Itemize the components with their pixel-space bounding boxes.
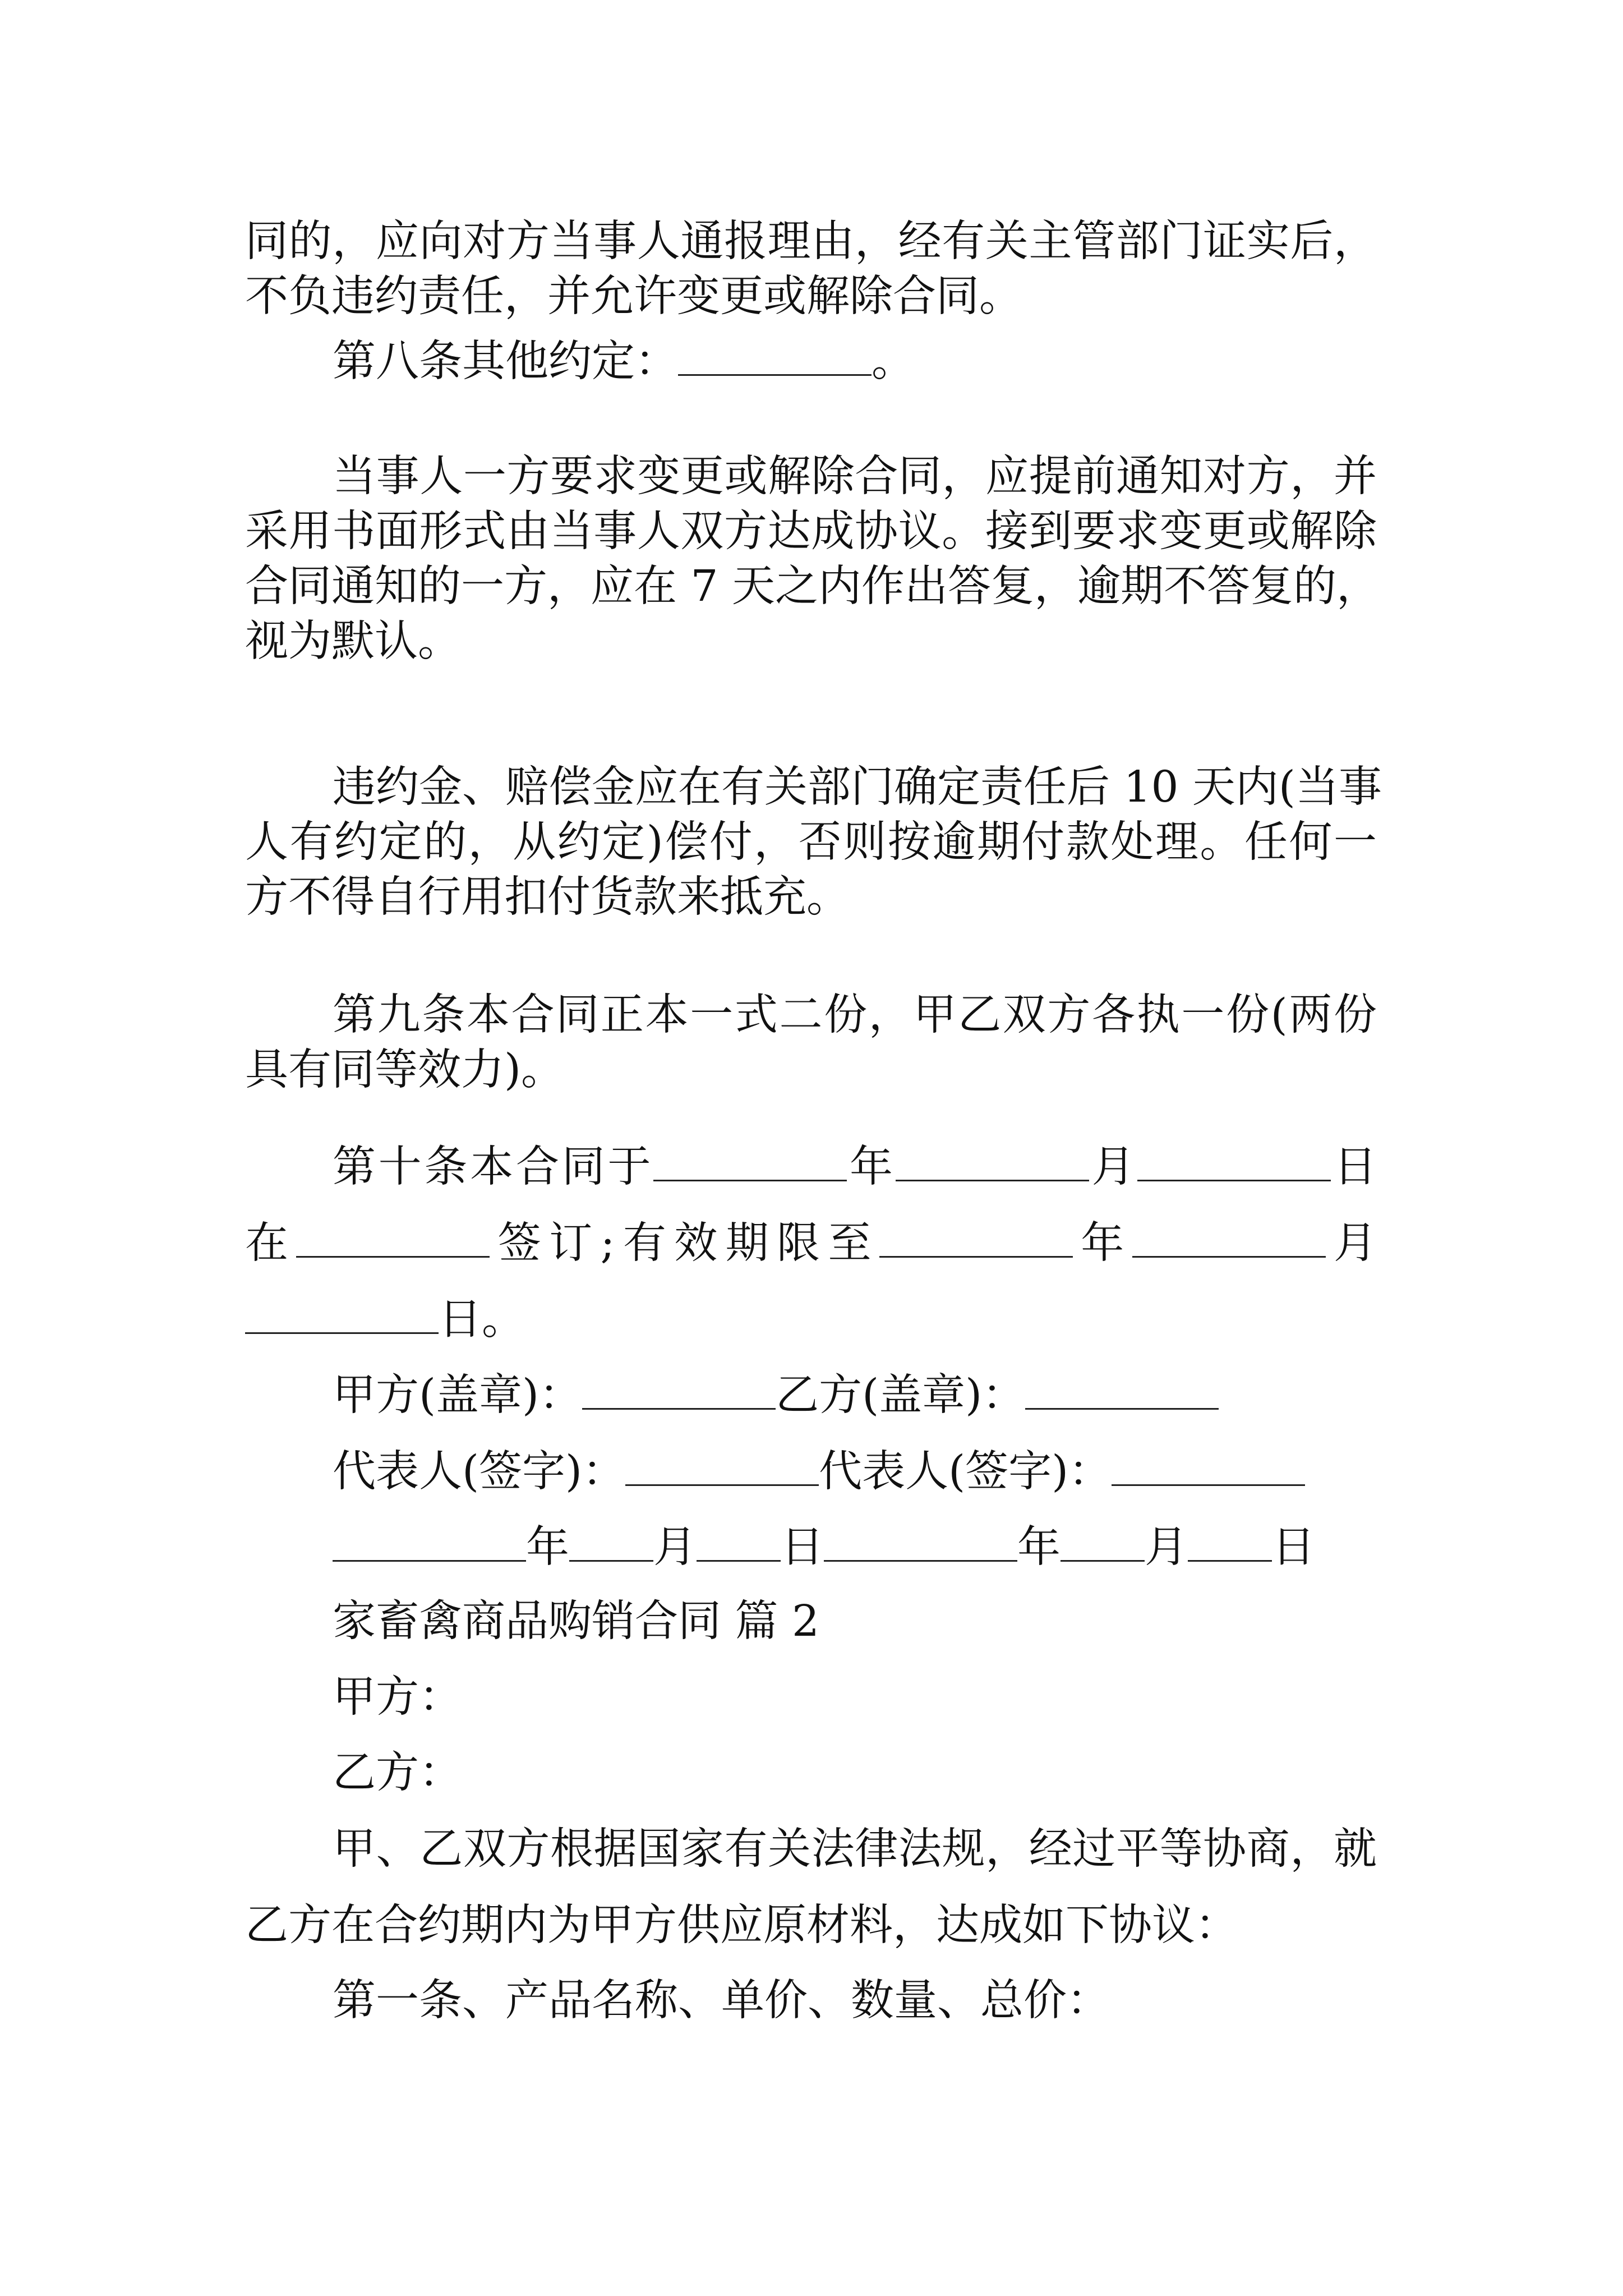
blank-line <box>896 1139 1089 1181</box>
signature-block <box>245 1367 1377 1422</box>
year-label: 年 <box>526 1522 569 1573</box>
text-line: 不负违约责任，并允许变更或解除合同。 <box>245 272 1022 321</box>
article-10-cont <box>245 1215 1377 1270</box>
text-line: 当事人一方要求变更或解除合同，应提前通知对方，并 <box>333 452 1377 501</box>
text-line: 同的，应向对方当事人通报理由，经有关主管部门证实后， <box>245 217 1377 266</box>
signature-dates <box>245 1519 1377 1574</box>
text-line: 违约金、赔偿金应在有关部门确定责任后 10 天内(当事 <box>333 762 1382 812</box>
blank-line <box>245 1291 439 1334</box>
place-label: 在 <box>245 1218 297 1269</box>
blank-line <box>333 1519 526 1562</box>
blank-line <box>824 1519 1017 1562</box>
contract-2-title <box>245 1594 1377 1649</box>
blank-line <box>625 1443 819 1486</box>
contract-2-article-1 <box>245 1973 1377 2028</box>
day-label: 日。 <box>439 1295 525 1345</box>
text-line <box>245 333 1377 388</box>
article-10-end <box>245 1291 1377 1346</box>
section-title: 家畜禽商品购销合同 篇 2 <box>333 1596 819 1646</box>
blank-line <box>678 333 872 376</box>
party-b-seal-label: 乙方(盖章)： <box>776 1370 1026 1421</box>
text-line <box>245 1367 1377 1422</box>
blank-line <box>296 1215 490 1258</box>
blank-line <box>697 1519 781 1562</box>
text-line <box>245 1215 1377 1270</box>
text-line: 方不得自行用扣付货款来抵充。 <box>245 872 850 922</box>
month-label: 月 <box>1089 1142 1138 1193</box>
text-line: 视为默认。 <box>245 616 461 666</box>
article-10 <box>245 1139 1377 1194</box>
party-b-rep-label: 代表人(签字)： <box>819 1447 1112 1497</box>
text-line <box>245 1291 1377 1346</box>
text-line <box>245 1519 1377 1574</box>
article-8 <box>245 333 1377 388</box>
year-label: 年 <box>1072 1218 1132 1269</box>
punctuation: 。 <box>872 337 915 387</box>
paragraph-penalty <box>245 760 1382 925</box>
text-line: 甲方： <box>333 1672 462 1722</box>
blank-line <box>1061 1519 1145 1562</box>
blank-line <box>1025 1367 1219 1410</box>
party-a-rep-label: 代表人(签字)： <box>333 1447 626 1497</box>
signature-block-2 <box>245 1443 1377 1498</box>
contract-body <box>245 214 1377 324</box>
day-label: 日 <box>1272 1522 1315 1573</box>
month-label: 月 <box>653 1522 697 1573</box>
text-line: 采用书面形式由当事人双方达成协议。接到要求变更或解除 <box>245 507 1377 556</box>
text-line <box>245 1139 1377 1194</box>
year-label: 年 <box>847 1142 896 1193</box>
text-line: 合同通知的一方，应在 7 天之内作出答复，逾期不答复的， <box>245 562 1380 611</box>
month-label: 月 <box>1325 1218 1377 1269</box>
blank-line <box>879 1215 1073 1258</box>
day-label: 日 <box>1331 1142 1377 1193</box>
contract-2-party-a <box>245 1670 1377 1725</box>
article-8-heading: 第八条其他约定： <box>333 337 678 387</box>
text-line <box>245 1443 1377 1498</box>
text-line: 第一条、产品名称、单价、数量、总价： <box>333 1976 1110 2026</box>
party-a-seal-label: 甲方(盖章)： <box>333 1370 583 1421</box>
text-line: 乙方： <box>333 1748 462 1798</box>
blank-line <box>569 1519 653 1562</box>
year-label: 年 <box>1017 1522 1061 1573</box>
day-label: 日 <box>781 1522 824 1573</box>
contract-2-party-b <box>245 1746 1377 1801</box>
contract-2-intro <box>245 1822 1377 1953</box>
validity-label: 签订;有效期限至 <box>490 1218 879 1269</box>
article-9 <box>245 988 1377 1098</box>
text-line: 甲、乙双方根据国家有关法律法规，经过平等协商，就 <box>333 1824 1377 1874</box>
blank-line <box>1188 1519 1272 1562</box>
text-line: 人有约定的，从约定)偿付，否则按逾期付款处理。任何一 <box>245 817 1377 867</box>
blank-line <box>1137 1139 1331 1181</box>
paragraph-change-contract <box>245 449 1380 669</box>
blank-line <box>1112 1443 1305 1486</box>
text-line: 具有同等效力)。 <box>245 1045 565 1095</box>
blank-line <box>653 1139 847 1181</box>
blank-line <box>582 1367 776 1410</box>
text-line: 第九条本合同正本一式二份，甲乙双方各执一份(两份 <box>333 990 1377 1040</box>
article-10-heading: 第十条本合同于 <box>333 1142 654 1193</box>
text-line: 乙方在合约期内为甲方供应原材料，达成如下协议： <box>245 1901 1238 1950</box>
blank-line <box>1132 1215 1326 1258</box>
month-label: 月 <box>1145 1522 1188 1573</box>
